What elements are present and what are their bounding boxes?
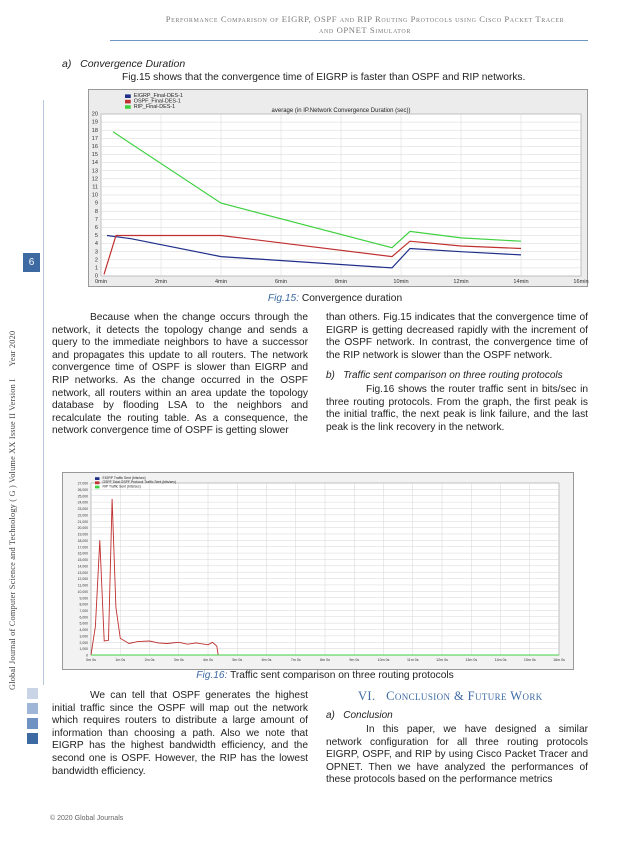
section-vi-title: Conclusion & Future Work bbox=[386, 689, 543, 703]
x-tick-label: 2min bbox=[154, 279, 168, 285]
x-tick-label: 5m 0s bbox=[232, 658, 243, 662]
chart-title: average (in IP.Network Convergence Duration (sec)) bbox=[271, 108, 411, 114]
y-tick-label: 11,000 bbox=[77, 583, 88, 588]
x-tick-label: 2m 0s bbox=[144, 658, 155, 662]
y-tick-label: 14 bbox=[91, 160, 98, 167]
x-tick-label: 3m 0s bbox=[173, 658, 184, 662]
decor-square-3 bbox=[27, 718, 38, 729]
x-tick-label: 16m 0s bbox=[553, 658, 565, 662]
y-tick-label: 2 bbox=[94, 257, 98, 264]
y-tick-label: 6,000 bbox=[79, 615, 88, 620]
x-tick-label: 7m 0s bbox=[290, 658, 301, 662]
legend-label: OSPF_Final-DES-1 bbox=[133, 98, 181, 105]
x-tick-label: 6min bbox=[274, 279, 288, 285]
x-tick-label: 1m 0s bbox=[115, 658, 126, 662]
y-tick-label: 8,000 bbox=[79, 602, 88, 607]
fig16-chart bbox=[63, 473, 573, 669]
section-a-heading bbox=[62, 58, 185, 70]
fig15-caption-text: Convergence duration bbox=[301, 293, 403, 304]
decor-square-1 bbox=[27, 688, 38, 699]
fig16-caption-label: Fig.16: bbox=[196, 670, 228, 681]
y-tick-label: 7 bbox=[94, 216, 98, 223]
page-number: 6 bbox=[23, 253, 40, 272]
y-tick-label: 24,000 bbox=[77, 500, 88, 505]
x-tick-label: 4min bbox=[214, 279, 228, 285]
x-tick-label: 12min bbox=[453, 279, 469, 285]
fig15-chart-frame bbox=[88, 89, 588, 287]
y-tick-label: 14,000 bbox=[77, 564, 88, 569]
col1-paragraph-2: We can tell that OSPF generates the highest initial traffic since the OSPF will map out the network which requires routers to distribute a large amount of information than choosing a path. Also we note that EIGRP has the highest bandwidth efficiency, and the second one is OSPF. However, the RIP has the lowest bandwidth efficiency. bbox=[52, 690, 308, 777]
fig15-caption bbox=[110, 293, 560, 304]
y-tick-label: 6 bbox=[94, 225, 98, 231]
y-tick-label: 5,000 bbox=[79, 621, 88, 626]
section-b-text: Fig.16 shows the router traffic sent in bits/sec in three routing protocols. From the graph, the first peak is the initial traffic, the next peak is link failure, and the last peak is the link recovery in the network. bbox=[326, 384, 588, 433]
fig16-caption bbox=[110, 670, 540, 681]
running-head-line1: Performance Comparison of EIGRP, OSPF and RIP Routing Protocols using Cisco Packet Tracer bbox=[165, 14, 565, 24]
y-tick-label: 10,000 bbox=[77, 589, 88, 594]
legend-swatch bbox=[95, 481, 99, 484]
x-tick-label: 14m 0s bbox=[494, 658, 507, 662]
y-tick-label: 15 bbox=[91, 152, 98, 159]
y-tick-label: 12 bbox=[91, 176, 98, 183]
y-tick-label: 19,000 bbox=[77, 532, 88, 537]
y-tick-label: 1 bbox=[94, 265, 98, 272]
x-tick-label: 8m 0s bbox=[320, 658, 330, 662]
journal-name: Global Journal of Computer Science and Technology ( G ) Volume XX Issue II Version I bbox=[8, 378, 17, 690]
y-tick-label: 25,000 bbox=[77, 494, 88, 499]
y-tick-label: 16,000 bbox=[77, 551, 88, 556]
x-tick-label: 0m 0s bbox=[86, 658, 96, 662]
y-tick-label: 13 bbox=[91, 168, 98, 175]
x-tick-label: 16min bbox=[573, 279, 589, 285]
y-tick-label: 20,000 bbox=[77, 526, 88, 531]
decor-square-2 bbox=[27, 703, 38, 714]
y-tick-label: 18 bbox=[91, 127, 98, 134]
legend-swatch bbox=[125, 105, 131, 109]
x-tick-label: 6m 0s bbox=[261, 658, 272, 662]
conclusion-title: Conclusion bbox=[343, 710, 393, 721]
y-tick-label: 21,000 bbox=[77, 519, 88, 524]
y-tick-label: 13,000 bbox=[77, 570, 88, 575]
y-tick-label: 10 bbox=[91, 192, 98, 199]
x-tick-label: 12m 0s bbox=[436, 658, 448, 662]
fig16-chart-frame bbox=[62, 472, 574, 670]
x-tick-label: 14min bbox=[513, 279, 529, 285]
y-tick-label: 20 bbox=[91, 111, 98, 118]
x-tick-label: 4m 0s bbox=[203, 658, 213, 662]
decor-square-4 bbox=[27, 733, 38, 744]
col1-paragraph-1: Because when the change occurs through the network, it detects the topology change and sends a query to the immediate neighbors to have a successor and propagates this update to all routers. The network convergence time of OSPF is slower than EIGRP and RIP networks. As the change occurred in the OSPF network, all routers within an area update the topology database by flooding LSA to the neighbors and recalculate the routing table. As a consequence, the network convergence time of OSPF is getting slower bbox=[52, 312, 308, 437]
y-tick-label: 0 bbox=[86, 653, 88, 658]
side-rule bbox=[43, 100, 44, 685]
fig15-caption-label: Fig.15: bbox=[267, 293, 300, 304]
x-tick-label: 0min bbox=[94, 279, 108, 285]
y-tick-label: 18,000 bbox=[77, 538, 88, 543]
legend-label: RIP_Final-DES-1 bbox=[133, 103, 176, 110]
y-tick-label: 0 bbox=[94, 273, 98, 280]
legend-label: EIGRP Traffic Sent (bits/sec) bbox=[102, 476, 146, 480]
x-tick-label: 13m 0s bbox=[465, 658, 478, 662]
y-tick-label: 17,000 bbox=[77, 545, 88, 550]
x-tick-label: 10m 0s bbox=[377, 658, 390, 662]
conclusion-heading bbox=[326, 710, 393, 721]
running-head bbox=[160, 14, 570, 36]
y-tick-label: 1,000 bbox=[79, 647, 88, 652]
y-tick-label: 9,000 bbox=[79, 596, 88, 601]
y-tick-label: 2,000 bbox=[79, 640, 88, 645]
section-vi-heading bbox=[358, 689, 543, 704]
x-tick-label: 9m 0s bbox=[349, 658, 360, 662]
x-tick-label: 15m 0s bbox=[523, 658, 536, 662]
y-tick-label: 4,000 bbox=[79, 628, 88, 633]
y-tick-label: 19 bbox=[91, 119, 98, 126]
legend-swatch bbox=[95, 477, 99, 480]
section-vi-number: VI. bbox=[358, 689, 376, 703]
legend-swatch bbox=[125, 100, 131, 104]
y-tick-label: 26,000 bbox=[77, 487, 88, 492]
col2-paragraph-1: than others. Fig.15 indicates that the convergence time of EIGRP is getting decreased rapidly with the increment of the OSPF network. In contrast, the convergence time of the RIP network is slower than the OSPF network. bbox=[326, 312, 588, 361]
section-b-label: b) bbox=[326, 370, 335, 381]
legend-label: OSPF Total OSPF Protocol Traffic Sent (bits/sec) bbox=[102, 480, 177, 485]
legend-swatch bbox=[95, 486, 99, 489]
running-head-line2: and OPNET Simulator bbox=[319, 25, 411, 35]
section-b-heading bbox=[326, 370, 563, 381]
y-tick-label: 7,000 bbox=[79, 609, 88, 614]
y-tick-label: 17 bbox=[91, 135, 98, 142]
section-b-title: Traffic sent comparison on three routing protocols bbox=[343, 370, 563, 381]
x-tick-label: 10min bbox=[393, 279, 409, 285]
legend-label: EIGRP_Final-DES-1 bbox=[133, 93, 183, 99]
legend-label: RIP Traffic Sent (bits/sec) bbox=[102, 484, 141, 489]
y-tick-label: 27,000 bbox=[77, 481, 88, 486]
fig16-caption-text: Traffic sent comparison on three routing protocols bbox=[230, 670, 454, 681]
y-tick-label: 16 bbox=[91, 144, 98, 150]
conclusion-label: a) bbox=[326, 710, 335, 721]
y-tick-label: 3 bbox=[94, 249, 98, 256]
y-tick-label: 15,000 bbox=[77, 558, 88, 563]
x-tick-label: 11m 0s bbox=[406, 658, 419, 662]
x-tick-label: 8min bbox=[334, 279, 348, 285]
section-a-label: a) bbox=[62, 58, 72, 70]
y-tick-label: 11 bbox=[92, 184, 98, 191]
y-tick-label: 5 bbox=[94, 233, 98, 240]
section-a-title: Convergence Duration bbox=[80, 58, 186, 70]
y-tick-label: 12,000 bbox=[77, 577, 88, 582]
y-tick-label: 22,000 bbox=[77, 513, 88, 518]
legend-swatch bbox=[125, 94, 131, 98]
y-tick-label: 3,000 bbox=[79, 634, 88, 639]
y-tick-label: 8 bbox=[94, 208, 98, 215]
conclusion-text: In this paper, we have designed a similar network configuration for all three routing protocols EIGRP, OSPF, and RIP by using Cisco Packet Tracer and OPNET. Then we have analyzed the performances of these protocols based on the performance metrics bbox=[326, 724, 588, 786]
side-journal-info bbox=[8, 50, 17, 690]
journal-year: Year 2020 bbox=[8, 330, 17, 367]
header-rule bbox=[110, 40, 588, 41]
y-tick-label: 23,000 bbox=[77, 507, 88, 512]
y-tick-label: 4 bbox=[94, 241, 98, 248]
y-tick-label: 9 bbox=[94, 200, 98, 207]
footer-copyright: © 2020 Global Journals bbox=[50, 815, 124, 822]
fig15-chart bbox=[89, 90, 587, 286]
section-a-intro: Fig.15 shows that the convergence time of EIGRP is faster than OSPF and RIP networks. bbox=[122, 72, 526, 83]
